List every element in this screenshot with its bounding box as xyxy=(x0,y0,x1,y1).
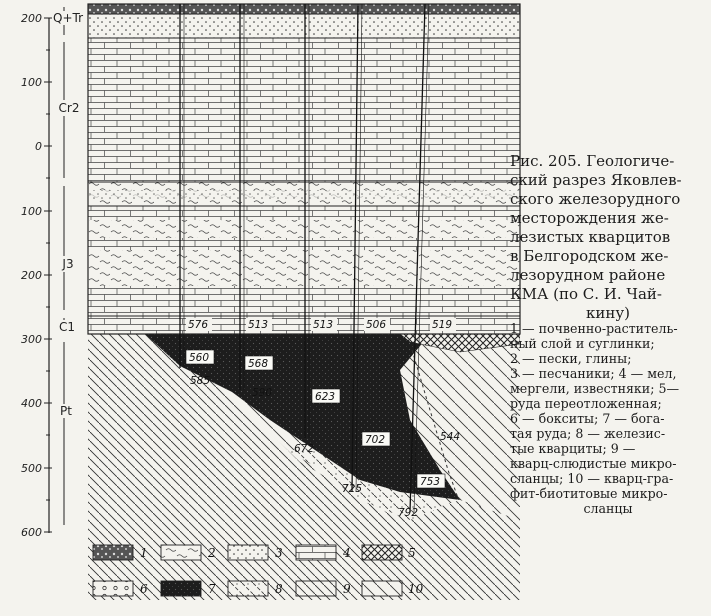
caption-line: лезистых кварцитов xyxy=(510,228,671,246)
legend-number: 8 xyxy=(275,582,283,596)
layer-limestone-j3 xyxy=(88,286,520,316)
unit-label-carboniferous: C1 xyxy=(58,320,76,334)
layer-chalk xyxy=(88,38,520,182)
legend-line: 1 — почвенно-раститель- xyxy=(510,321,678,336)
axis-tick-marks xyxy=(44,18,52,532)
well-top-label: 506 xyxy=(366,319,387,331)
legend-number: 9 xyxy=(343,582,351,596)
caption-line: в Белгородском же- xyxy=(510,247,669,265)
legend-line: 3 — песчаники; 4 — мел, xyxy=(510,366,677,381)
caption-line: ский разрез Яковлев- xyxy=(510,171,682,189)
axis-tick-label: 500 xyxy=(21,462,42,475)
legend-line: сланцы; 10 — кварц-гра- xyxy=(510,471,674,486)
legend-line: тые кварциты; 9 — xyxy=(510,441,636,456)
layer-sand-top xyxy=(88,14,520,38)
well-bottom-label: 792 xyxy=(398,507,419,519)
legend-line: 2 — пески, глины; xyxy=(510,351,632,366)
legend-swatch-rich-ore xyxy=(161,581,201,596)
side-depth-label: 544 xyxy=(440,431,461,443)
caption-line: лезорудном районе xyxy=(510,266,666,284)
unit-label-quaternary: Q+Tr xyxy=(53,11,83,25)
rich-ore-depth-label: 623 xyxy=(315,391,336,403)
legend-number: 2 xyxy=(208,546,216,560)
legend-swatch-soil xyxy=(93,545,133,560)
legend-number: 6 xyxy=(140,582,148,596)
figure-caption-title xyxy=(510,152,706,323)
figure-legend-description xyxy=(510,321,706,516)
legend-line: мергели, известняки; 5— xyxy=(510,381,680,396)
axis-tick-label: 200 xyxy=(21,12,42,25)
legend-swatch-quartzite xyxy=(228,581,268,596)
caption-line: Рис. 205. Геологиче- xyxy=(510,152,675,170)
layer-limestone-j2 xyxy=(88,238,520,250)
well-top-label: 519 xyxy=(432,319,453,331)
layer-clay-j2 xyxy=(88,250,520,286)
cross-section xyxy=(88,4,520,600)
caption-line: КМА (по С. И. Чай- xyxy=(510,285,662,303)
well-bottom-label: 672 xyxy=(294,443,315,455)
axis-tick-label: 100 xyxy=(21,205,42,218)
well-top-label: 513 xyxy=(313,319,334,331)
legend-number: 5 xyxy=(408,546,416,560)
legend-line: ный слой и суглинки; xyxy=(510,336,655,351)
legend-swatch-chalk xyxy=(296,545,336,560)
rich-ore-depth-label: 702 xyxy=(365,434,386,446)
layer-soil xyxy=(88,4,520,14)
legend-number: 3 xyxy=(275,546,283,560)
layer-clay-j xyxy=(88,220,520,238)
caption-line: месторождения же- xyxy=(510,209,669,227)
rich-ore-depth-label: 753 xyxy=(420,476,441,488)
legend-line: 6 — бокситы; 7 — бога- xyxy=(510,411,665,426)
well-bottom-label: 590 xyxy=(252,387,273,399)
legend-number: 10 xyxy=(408,582,424,596)
legend-swatch-graphite-schist xyxy=(362,581,402,596)
axis-tick-label: 600 xyxy=(21,526,42,539)
axis-tick-label: 200 xyxy=(21,269,42,282)
legend-line: кварц-слюдистые микро- xyxy=(510,456,677,471)
legend-number: 7 xyxy=(208,582,216,596)
axis-tick-label: 100 xyxy=(21,76,42,89)
depth-axis xyxy=(21,12,52,539)
legend-line: фит-биотитовые микро- xyxy=(510,486,668,501)
unit-label-proterozoic: Pt xyxy=(60,404,72,418)
axis-tick-label: 400 xyxy=(21,397,42,410)
legend-swatch-sandstone xyxy=(228,545,268,560)
legend-number: 4 xyxy=(343,546,351,560)
rich-ore-depth-label: 560 xyxy=(189,352,210,364)
rich-ore-depth-label: 568 xyxy=(248,358,269,370)
unit-label-cretaceous: Cr2 xyxy=(58,101,80,115)
caption-line: кину) xyxy=(585,304,631,322)
legend-swatch-clay xyxy=(161,545,201,560)
legend-line: сланцы xyxy=(583,501,633,516)
layer-limestone-j xyxy=(88,206,520,220)
well-top-label: 513 xyxy=(248,319,269,331)
legend-swatch-bauxite xyxy=(93,581,133,596)
unit-label-jurassic: J3 xyxy=(62,257,74,271)
axis-tick-label: 300 xyxy=(21,333,42,346)
legend-swatch-mica-schist xyxy=(296,581,336,596)
well-top-label: 576 xyxy=(188,319,209,331)
axis-tick-label: 0 xyxy=(35,140,42,153)
legend-number: 1 xyxy=(140,546,148,560)
layer-sand-lens xyxy=(88,190,520,200)
caption-line: ского железорудного xyxy=(510,190,681,208)
well-bottom-label: 725 xyxy=(342,483,363,495)
legend-swatch-redeposited-ore xyxy=(362,545,402,560)
well-bottom-label: 585 xyxy=(190,375,211,387)
legend-line: тая руда; 8 — железис- xyxy=(510,426,666,441)
legend-line: руда переотложенная; xyxy=(510,396,662,411)
